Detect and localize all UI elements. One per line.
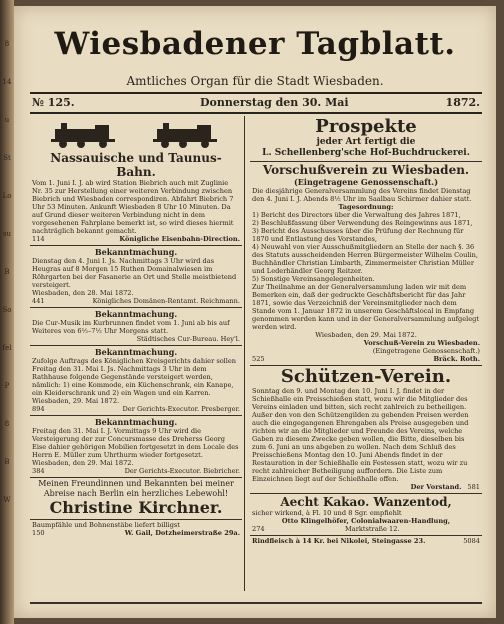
notice-signature: Der Gerichts-Executor. Biebricher.	[124, 467, 240, 475]
train-illustrations	[32, 117, 240, 151]
notice-body: Zufolge Auftrags des Königlichen Kreisgerichts dahier sollen Freitag den 31. Mai I. Js. Nachmittags 3 Uhr in dem Rathhause folgende Gegenstände versteigert werden, nämlich: 1) eine Kommode, ein Küchenschrank, ein Kanape, ein Kleiderschrank und 2) ein Wagen und ein Karren.	[32, 357, 237, 397]
ad-number: 525	[252, 355, 265, 363]
newspaper-page	[14, 6, 496, 618]
agenda-item: 4) Neuwahl von vier Ausschußmitgliedern an Stelle der nach §. 36 des Statuts ausscheidenden Herren Bürgermeister Wilhelm Coulin, Buchhändler Christian Limbarth, Zimmermeister Christian Müller und Lederhändler Georg Reitzer.	[252, 243, 478, 275]
notice-place: Wiesbaden, den 29. Mai 1872.	[32, 459, 134, 467]
notice-signature: Königliches Domänen-Rentamt. Reichmann.	[92, 297, 240, 305]
kakao-name: Otto Klingelhöfer, Colonialwaaren-Handlung,	[281, 517, 451, 525]
margin-text: So	[2, 306, 12, 314]
verein-body: Die diesjährige Generalversammlung des Vereins findet Dienstag den 4. Juni I. J. Abends 8½ Uhr im Saalbau Schirmer dahier statt.	[252, 187, 472, 203]
railway-notice	[30, 116, 242, 246]
verein-signature: Vorschuß-Verein zu Wiesbaden.	[363, 339, 480, 347]
notice-place: Wiesbaden, den 28. Mai 1872.	[32, 289, 134, 297]
margin-text: fel	[2, 344, 12, 352]
verein-note: Zur Theilnahme an der Generalversammlung laden wir mit dem Bemerken ein, daß der gedruckte Geschäftsbericht für das Jahr 1871, sowie das Verzeichniß der Vereinsmitglieder nach dem Stande vom 1. Januar 1872 in unserem Geschäftslocal in Empfang genommen werden kann und in der Generalversammlung aufgelegt werden wird.	[252, 283, 480, 331]
margin-text: P	[4, 382, 10, 390]
prospekte-ad	[250, 116, 482, 162]
notice-body: Freitag den 31. Mai I. J. Vormittags 9 Uhr wird die Versteigerung der zur Concursmasse des Dreherss Georg Eise dahier gehörigen Mobilien fortgesetzt in dem Locale des Herrn E. Müller zum Uhrthurm wieder fortgesetzt.	[32, 427, 239, 459]
notice-signature: Der Gerichts-Executor. Presberger.	[122, 405, 240, 413]
ad-number: 114	[32, 235, 45, 243]
margin-text: u	[4, 116, 10, 124]
agenda-title: Tagesordnung:	[338, 203, 394, 211]
ad-number: 384	[32, 467, 45, 475]
kakao-body: sicher wirkend, à Fl. 10 und 8 Sgr. empfiehlt	[252, 509, 402, 517]
vorschussverein-notice	[250, 162, 482, 366]
ad-number: 581	[467, 483, 480, 491]
spine-margin-text	[0, 40, 14, 534]
margin-text: 8	[4, 40, 10, 48]
kakao-ad	[250, 494, 482, 536]
margin-text: St	[3, 154, 11, 162]
issue-date: Donnerstag den 30. Mai	[200, 96, 349, 109]
margin-text: su	[2, 230, 12, 238]
issue-year: 1872.	[445, 96, 480, 109]
notice-concursmasse	[30, 416, 242, 478]
agenda-item: 2) Beschlußfassung über Verwendung des Reingewinns aus 1871,	[252, 219, 473, 227]
margin-text: W	[3, 496, 11, 504]
locomotive-icon	[153, 121, 221, 149]
locomotive-icon	[51, 121, 119, 149]
kakao-title: Aecht Kakao. Wanzentod,	[280, 495, 452, 509]
farewell-body: Meinen Freundinnen und Bekannten bei meiner Abreise nach Berlin ein herzliches Lebewohl!	[38, 479, 234, 498]
verein-subtitle: (Eingetragene Genossenschaft.)	[294, 177, 438, 187]
notice-title: Bekanntmachung.	[94, 347, 178, 357]
farewell-ad	[30, 478, 242, 520]
notice-curmusik	[30, 308, 242, 346]
kakao-address: Marktstraße 12.	[345, 525, 400, 533]
schuetzen-title: Schützen-Verein.	[280, 366, 452, 387]
plants-body: Baumpfähle und Bohnenstäbe liefert billigst	[32, 521, 180, 529]
plants-name: W. Gail, Dotzheimerstraße 29a.	[124, 529, 240, 537]
issue-number: № 125.	[32, 96, 75, 109]
prospekte-title: Prospekte	[315, 116, 417, 137]
meat-ad	[250, 536, 482, 547]
dateline	[30, 92, 482, 114]
margin-text: B	[4, 268, 10, 276]
railway-signature: Königliche Eisenbahn-Direction.	[119, 235, 240, 243]
notice-place: Wiesbaden, 29. Mai 1872.	[32, 397, 120, 405]
agenda-item: 1) Bericht des Directors über die Verwaltung des Jahres 1871,	[252, 211, 461, 219]
verein-place: Wiesbaden, den 29. Mai 1872.	[315, 331, 417, 339]
notice-title: Bekanntmachung.	[94, 309, 178, 319]
masthead-subtitle: Amtliches Organ für die Stadt Wiesbaden.	[126, 74, 384, 88]
schuetzen-notice	[250, 366, 482, 494]
plants-ad	[30, 520, 242, 539]
notice-title: Bekanntmachung.	[94, 247, 178, 257]
ad-number: 274	[252, 525, 265, 533]
margin-text: B	[4, 458, 10, 466]
right-column	[250, 116, 482, 596]
left-column	[30, 116, 242, 596]
page-bottom-rule	[30, 602, 482, 604]
column-divider	[244, 116, 245, 591]
prospekte-line: jeder Art fertigt die	[316, 137, 416, 147]
notice-heugras	[30, 246, 242, 308]
schuetzen-signature: Der Vorstand.	[410, 483, 462, 491]
ad-number: 150	[32, 529, 45, 537]
prospekte-firm: L. Schellenberg'sche Hof-Buchdruckerei.	[262, 148, 470, 158]
notice-body: Die Cur-Musik im Kurbrunnen findet vom 1. Juni ab bis auf Weiteres von 6½–7½ Uhr Morgens statt.	[32, 319, 230, 335]
agenda-item: 3) Bericht des Ausschusses über die Prüfung der Rechnung für 1870 und Entlastung des Vorstandes,	[252, 227, 464, 243]
schuetzen-body: Sonntag den 9. und Montag den 10. Juni I. J. findet in der Schießhalle ein Preisschießen statt, wozu wir die Mitglieder des Vereins einladen und bitten, sich recht zahlreich zu betheiligen. Außer den von den Schützengilden zu gebenden Preisen werden auch die eingegangenen Ehrengaben als Preise ausgegeben und richten wir an die Mitglieder und Freunde des Vereins, welche Gaben zu diesem Zwecke geben wollen, die Bitte, dieselben bis zum 6. Juni an uns abgeben zu wollen. Nach dem Schluß des Preisschießens Montag den 10. Juni Abends findet in der Restauration in der Schießhalle ein Festessen statt, wozu wir zu recht zahlreicher Betheiligung auffordern. Die Liste zum Einzeichnen liegt auf der Schießhalle offen.	[252, 387, 469, 483]
notice-body: Dienstag den 4. Juni I. Js. Nachmittags 3 Uhr wird das Heugras auf 8 Morgen 15 Ruthen Domainalwiesen im Röhrgarten bei der Fasanerie an Ort und Stelle meistbietend versteigert.	[32, 257, 237, 289]
verein-title: Vorschußverein zu Wiesbaden.	[262, 163, 470, 177]
margin-text: 8	[4, 420, 10, 428]
ad-number: 5084	[463, 537, 480, 545]
railway-title: Nassauische und Taunus-Bahn.	[50, 151, 222, 179]
agenda-item: 5) Sonstige Vereinsangelegenheiten.	[252, 275, 375, 283]
notice-versteigerung	[30, 346, 242, 416]
masthead-title: Wiesbadener Tagblatt.	[54, 26, 456, 62]
verein-signature-sub: (Eingetragene Genossenschaft.)	[372, 347, 480, 355]
ad-number: 441	[32, 297, 45, 305]
margin-text: Lo	[2, 192, 12, 200]
ad-number: 894	[32, 405, 45, 413]
farewell-name: Christine Kirchner.	[49, 498, 223, 517]
notice-title: Bekanntmachung.	[94, 417, 178, 427]
verein-names: Bräck. Roth.	[433, 355, 480, 363]
margin-text: 14	[2, 78, 12, 86]
railway-body: Vom 1. Juni I. J. ab wird Station Biebrich auch mit Zuglinie Nr. 35 zur Herstellung einer weiteren Verbindung zwischen Biebrich und Wiesbaden correspondiren. Abfahrt Biebrich 7 Uhr 53 Minuten. Ankunft Wiesbaden 8 Uhr 10 Minuten. Da auf Grund dieser weiteren Verbindung nicht in dem vorgesehenen Fahrplane bemerkt ist, so wird dieses hiermit nachträglich bekannt gemacht.	[32, 179, 234, 235]
meat-body: Rindfleisch à 14 Kr. bei Nikolei, Steingasse 23.	[252, 537, 426, 545]
notice-signature: Städtisches Cur-Bureau. Hey'l.	[136, 335, 240, 343]
